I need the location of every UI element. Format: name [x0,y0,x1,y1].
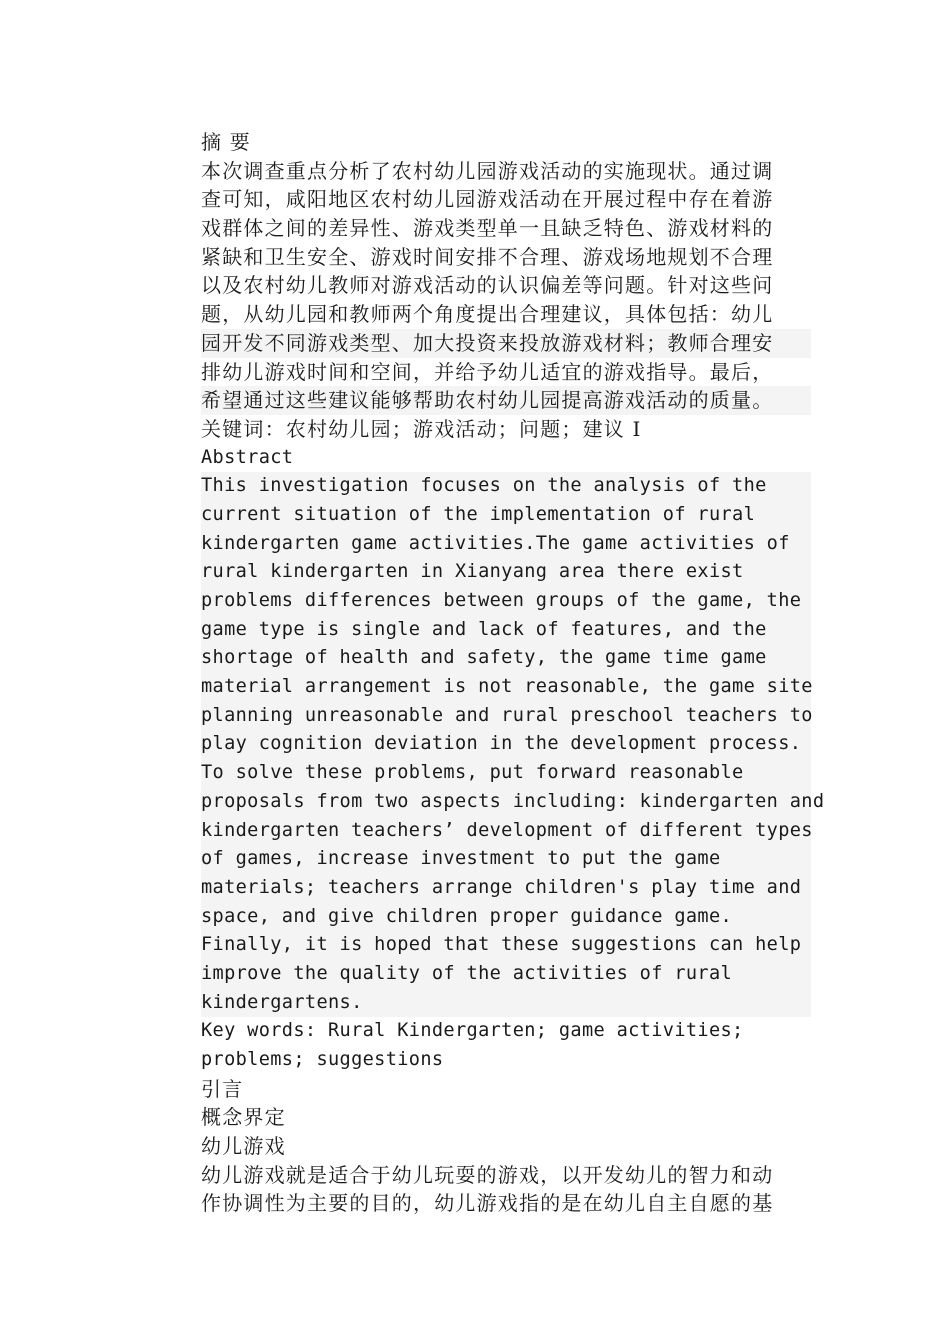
body-paragraph [201,1161,811,1218]
abstract-en-line: current situation of the implementation of rural [201,501,811,530]
paragraph-line: 幼儿游戏就是适合于幼儿玩耍的游戏，以开发幼儿的智力和动 [201,1162,774,1187]
abstract-en-line: problems differences between groups of the game, the [201,587,811,616]
abstract-en-heading: Abstract [201,446,294,468]
abstract-en-line: rural kindergarten in Xianyang area there exist [201,558,811,587]
abstract-en-line: materials; teachers arrange children's play time and [201,874,811,903]
abstract-en-keywords: Key words: Rural Kindergarten; game activities; [201,1020,744,1042]
abstract-en-line: material arrangement is not reasonable, the game site [201,673,811,702]
abstract-en-line: kindergarten teachers’ development of different types [201,817,811,846]
abstract-en-line: play cognition deviation in the development process. [201,730,811,759]
abstract-cn-line: 排幼儿游戏时间和空间，并给予幼儿适宜的游戏指导。最后， [201,359,774,384]
paragraph-line: 作协调性为主要的目的，幼儿游戏指的是在幼儿自主自愿的基 [201,1191,774,1216]
section-heading-concept: 概念界定 [201,1105,286,1130]
abstract-en-body [201,472,825,1017]
abstract-en-line: proposals from two aspects including: kindergarten and [201,788,811,817]
abstract-cn-line: 戏群体之间的差异性、游戏类型单一且缺乏特色、游戏材料的 [201,216,774,241]
section-heading-intro: 引言 [201,1076,244,1101]
abstract-en-line: improve the quality of the activities of rural [201,960,811,989]
abstract-cn-line: 紧缺和卫生安全、游戏时间安排不合理、游戏场地规划不合理 [201,244,774,269]
abstract-en-line: This investigation focuses on the analysis of the [201,472,811,501]
abstract-en-line: Finally, it is hoped that these suggestions can help [201,931,811,960]
abstract-en-line: To solve these problems, put forward reasonable [201,759,811,788]
abstract-en-line: kindergarten game activities.The game activities of [201,530,811,559]
abstract-en-line: game type is single and lack of features, and the [201,616,811,645]
abstract-cn-line: 本次调查重点分析了农村幼儿园游戏活动的实施现状。通过调 [201,158,774,183]
abstract-en-line: space, and give children proper guidance game. [201,903,811,932]
abstract-en-line: of games, increase investment to put the game [201,845,811,874]
abstract-en-line: planning unreasonable and rural preschool teachers to [201,702,811,731]
abstract-cn-heading: 摘 要 [201,130,251,154]
abstract-en-line: shortage of health and safety, the game time game [201,644,811,673]
abstract-cn-body [201,157,811,415]
abstract-cn-line: 希望通过这些建议能够帮助农村幼儿园提高游戏活动的质量。 [201,386,811,415]
abstract-cn-line: 园开发不同游戏类型、加大投资来投放游戏材料；教师合理安 [201,329,811,358]
abstract-cn-line: 以及农村幼儿教师对游戏活动的认识偏差等问题。针对这些问 [201,273,774,298]
document-page [201,128,825,1218]
subsection-heading: 幼儿游戏 [201,1134,286,1159]
abstract-en-line: kindergartens. [201,989,811,1018]
abstract-en-keywords: problems; suggestions [201,1049,444,1070]
abstract-cn-line: 题，从幼儿园和教师两个角度提出合理建议，具体包括：幼儿 [201,302,774,327]
abstract-cn-keywords: 关键词：农村幼儿园；游戏活动；问题；建议 I [201,416,642,441]
abstract-cn-line: 查可知，咸阳地区农村幼儿园游戏活动在开展过程中存在着游 [201,187,774,212]
